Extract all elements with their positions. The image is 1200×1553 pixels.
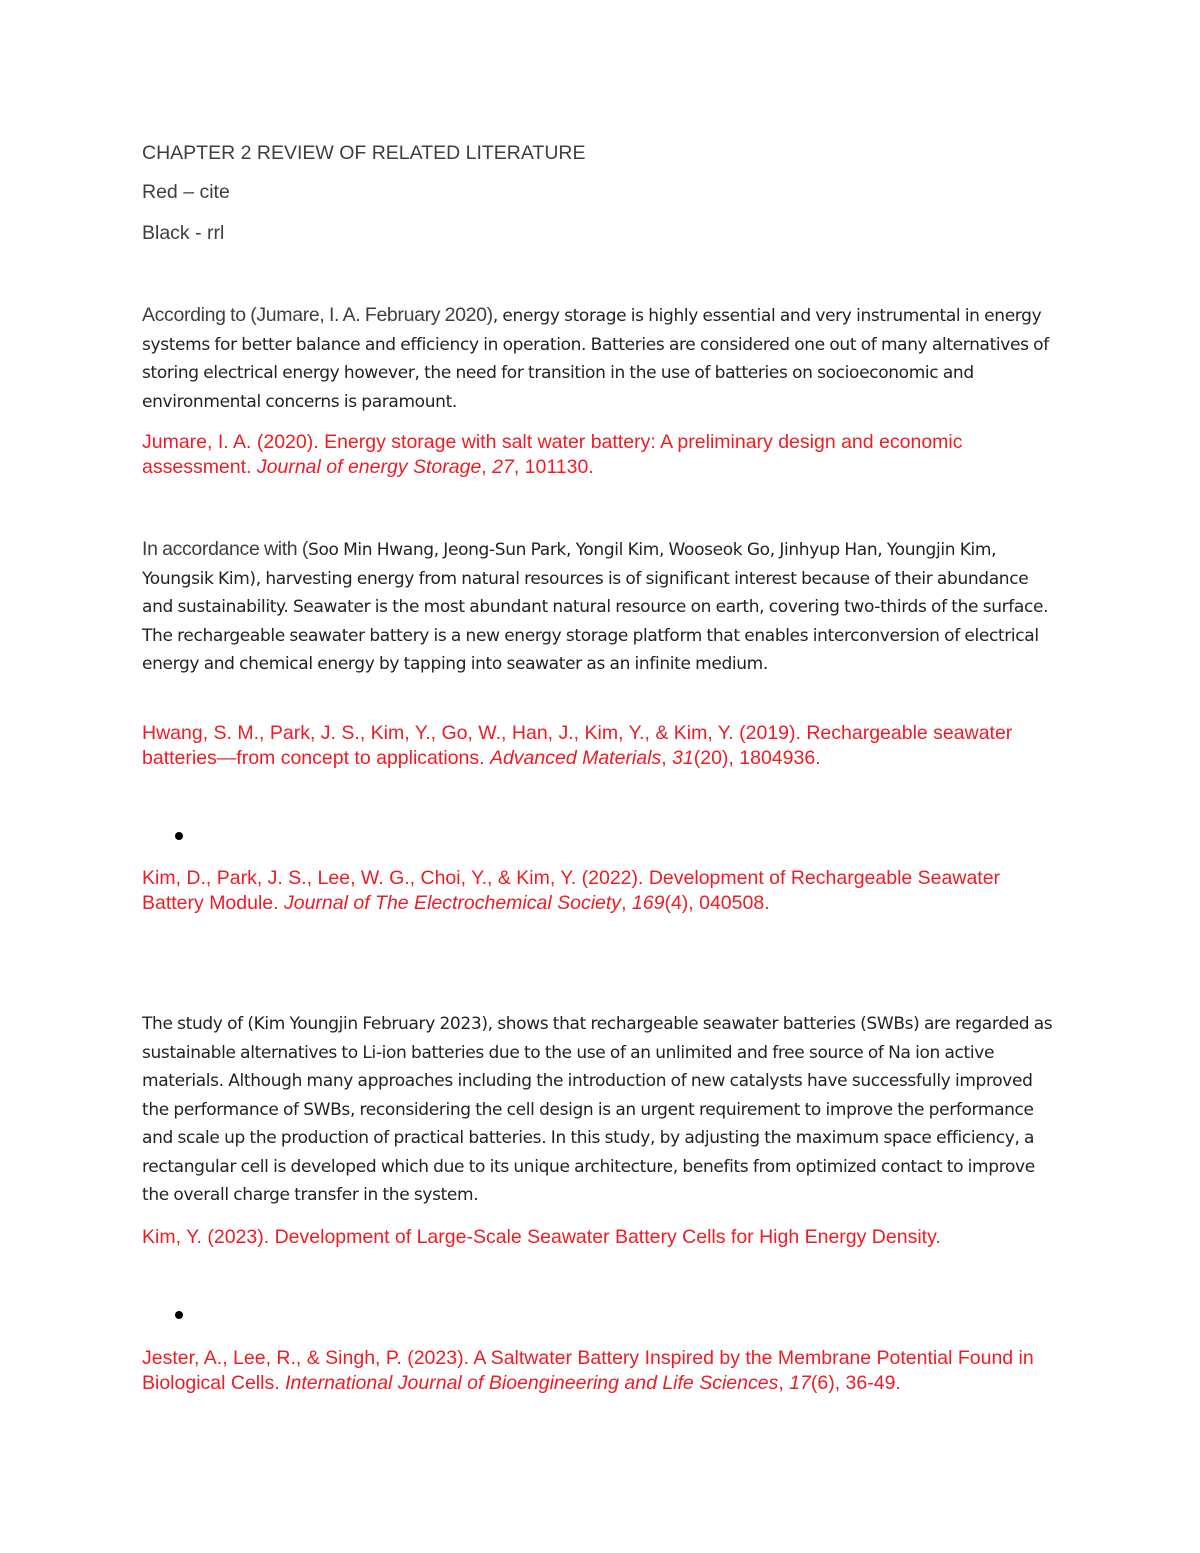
citation-journal: Journal of The Electrochemical Society — [283, 892, 622, 914]
rrl-paragraph — [142, 536, 1062, 679]
citation-pages: (20), 1804936. — [693, 747, 821, 769]
citation-separator: , — [778, 1372, 790, 1394]
citation-text: Jumare, I. A. (2020). Energy storage with salt water battery: A preliminary design and economic assessment. — [142, 431, 963, 478]
citation — [142, 430, 1062, 480]
citation-text: Hwang, S. M., Park, J. S., Kim, Y., Go, W., Han, J., Kim, Y., & Kim, Y. (2019). Rechargeable seawater batteries—from concept to applications. — [142, 722, 1013, 769]
citation-volume: 169 — [631, 892, 665, 914]
citation-text: Kim, D., Park, J. S., Lee, W. G., Choi, Y., & Kim, Y. (2022). Development of Rechargeable Seawater Battery Module. — [142, 867, 1001, 914]
citation-separator: , — [621, 892, 632, 914]
rrl-paragraph: The study of (Kim Youngjin February 2023), shows that rechargeable seawater batteries (SWBs) are regarded as sustainable alternatives to Li-ion batteries due to the use of an unlimited and free source of Na ion active materials. Although many approaches including the introduction of new catalysts have successfully improved the performance of SWBs, reconsidering the cell design is an urgent requirement to improve the performance and scale up the production of practical batteries. In this study, by adjusting the maximum space efficiency, a rectangular cell is developed which due to its unique architecture, benefits from optimized contact to improve the overall charge transfer in the system. — [142, 1014, 1053, 1205]
citation-text: Jester, A., Lee, R., & Singh, P. (2023). A Saltwater Battery Inspired by the Membrane Potential Found in Biological Cells. — [142, 1347, 1034, 1394]
citation — [142, 866, 1062, 916]
citation-separator: , — [661, 747, 673, 769]
citation-separator: , — [481, 456, 493, 478]
citation-journal: Journal of energy Storage — [256, 456, 482, 478]
rrl-intro: In accordance with ( — [142, 538, 309, 560]
citation-pages: (6), 36-49. — [810, 1372, 901, 1394]
rrl-intro: According to (Jumare, I. A. February 2020) — [142, 304, 493, 326]
citation-journal: Advanced Materials — [489, 747, 662, 769]
citation-volume: 31 — [672, 747, 694, 769]
citation-volume: 27 — [492, 456, 514, 478]
rrl-paragraph — [142, 302, 1062, 416]
citation-pages: (4), 040508. — [664, 892, 770, 914]
bullet-icon — [175, 1311, 183, 1319]
page-title: CHAPTER 2 REVIEW OF RELATED LITERATURE — [142, 142, 586, 164]
bullet-icon — [175, 832, 183, 840]
rrl-body: , energy storage is highly essential and very instrumental in energy systems for better balance and efficiency in operation. Batteries are considered one out of many alternatives of storing electrical energy however, the need for transition in the use of batteries on socioeconomic and environmental concerns is paramount. — [142, 306, 1049, 412]
citation — [142, 1346, 1062, 1396]
citation: Kim, Y. (2023). Development of Large-Scale Seawater Battery Cells for High Energy Density. — [142, 1226, 941, 1248]
citation-volume: 17 — [789, 1372, 811, 1394]
citation — [142, 721, 1062, 771]
rrl-body: Soo Min Hwang, Jeong-Sun Park, Yongil Kim, Wooseok Go, Jinhyup Han, Youngjin Kim, Youngsik Kim), harvesting energy from natural resources is of significant interest because of their abundance and sustainability. Seawater is the most abundant natural resource on earth, covering two-thirds of the surface. The rechargeable seawater battery is a new energy storage platform that enables interconversion of electrical energy and chemical energy by tapping into seawater as an infinite medium. — [142, 540, 1049, 674]
citation-journal: International Journal of Bioengineering and Life Sciences — [285, 1372, 779, 1394]
legend-black: Black - rrl — [142, 222, 225, 244]
legend-red: Red – cite — [142, 181, 230, 203]
citation-pages: , 101130. — [513, 456, 594, 478]
